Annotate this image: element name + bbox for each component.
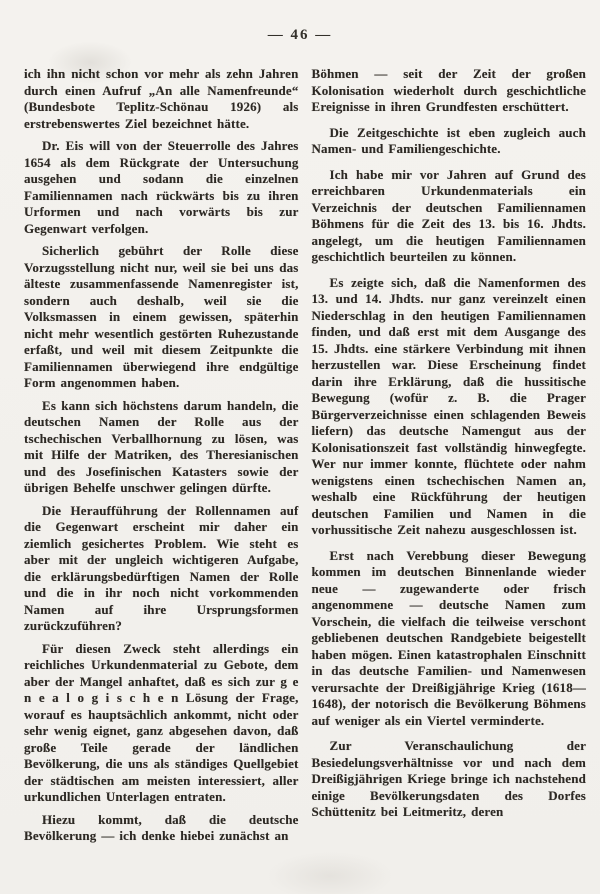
page-number: — 46 — <box>267 27 333 43</box>
paragraph: Sicherlich gebührt der Rolle diese Vorzugsstellung nicht nur, weil sie bei uns das älteste zusammenfassende Namenregister ist, sondern auch deshalb, weil sie die Volksmassen in einem gewissen, späterhin nicht mehr wesentlich gestörten Ruhezustande erfaßt, und weil mit diesem Zeitpunkte die Familiennamen überwiegend ihre endgültige Form angenommen haben. <box>24 243 299 390</box>
paragraph: Böhmen — seit der Zeit der großen Kolonisation wiederholt durch geschichtliche Ereignisse in ihren Grundfesten erschüttert. <box>311 66 586 114</box>
paragraph: Es kann sich höchstens darum handeln, die deutschen Namen der Rolle aus der tschechischen Verballhornung zu lösen, was mit Hilfe der Matriken, des Theresianischen und des Josefinischen Katasters sowie der übrigen Behelfe unschwer gelingen dürfte. <box>24 397 299 495</box>
paragraph: Die Heraufführung der Rollennamen auf die Gegenwart erscheint mir daher ein ziemlich gesichertes Problem. Wie steht es aber mit der ungleich wichtigeren Aufgabe, die erklärungsbedürftigen Namen der Rolle und die in ihr noch nicht vorkommenden Namen auf ihre Ursprungsformen zurückzuführen? <box>24 502 299 633</box>
paragraph: Hiezu kommt, daß die deutsche Bevölkerung — ich denke hiebei zunächst an <box>24 811 299 843</box>
left-column <box>24 66 299 851</box>
paragraph: Erst nach Verebbung dieser Bewegung kommen im deutschen Binnenlande wieder neue — zugewanderte oder frisch angenommene — deutsche Namen zum Vorschein, die vielfach die teilweise verschont gebliebenen deutschen Randgebiete beigestellt haben mögen. Einen katastrophalen Einschnitt in das deutsche Familien- und Namenwesen verursachte der Dreißigjährige Krieg (1618—1648), der notorisch die Bevölkerung Böhmens auf weniger als ein Viertel verminderte. <box>311 547 586 728</box>
paragraph: Für diesen Zweck steht allerdings ein reichliches Urkundenmaterial zu Gebote, dem aber der Mangel anhaftet, daß es sich zur g e n e a l o g i s c h e n Lösung der Frage, worauf es hauptsächlich ankommt, nicht oder sehr wenig eignet, ganz abgesehen davon, daß große Teile gerade der ländlichen Bevölkerung, die uns als ständiges Quellgebiet der städtischen am meisten interessiert, aller urkundlichen Unterlagen entraten. <box>24 640 299 804</box>
paragraph: Es zeigte sich, daß die Namenformen des 13. und 14. Jhdts. nur ganz vereinzelt einen Niederschlag in den heutigen Familiennamen finden, und daß erst mit dem Ausgange des 15. Jhdts. eine stärkere Verbindung mit ihnen herzustellen war. Diese Erscheinung findet darin ihre Erklärung, daß die hussitische Bewegung (wofür z. B. die Prager Bürgerverzeichnisse einen schlagenden Beweis liefern) das deutsche Namengut aus der Kolonisationszeit fast vollständig hinwegfegte. Wer nur immer konnte, flüchtete oder nahm wenigstens einen tschechischen Namen an, weshalb eine Rückführung der heutigen deutschen Familien und Namen in die vorhussitische Zeit nahezu ausgeschlossen ist. <box>311 274 586 537</box>
paragraph: ich ihn nicht schon vor mehr als zehn Jahren durch einen Aufruf „An alle Namenfreunde“ (Bundesbote Teplitz-Schönau 1926) als erstrebenswertes Ziel bezeichnet hätte. <box>24 66 299 131</box>
text-columns <box>24 66 586 851</box>
paragraph: Dr. Eis will von der Steuerrolle des Jahres 1654 als dem Rückgrate der Untersuchung ausgehen und sodann die einzelnen Familiennamen nach rückwärts bis zu ihren Urformen und nach vorwärts bis zur Gegenwart verfolgen. <box>24 138 299 236</box>
paragraph: Zur Veranschaulichung der Besiedelungsverhältnisse vor und nach dem Dreißigjährigen Kriege bringe ich nachstehend einige Bevölkerungsdaten des Dorfes Schüttenitz bei Leitmeritz, deren <box>311 738 586 819</box>
paragraph: Ich habe mir vor Jahren auf Grund des erreichbaren Urkundenmaterials ein Verzeichnis der deutschen Familiennamen Böhmens für die Zeit des 13. bis 16. Jhdts. angelegt, um die heutigen Familiennamen geschichtlich beurteilen zu können. <box>311 166 586 264</box>
right-column <box>312 66 587 851</box>
paragraph: Die Zeitgeschichte ist eben zugleich auch Namen- und Familiengeschichte. <box>311 124 586 156</box>
